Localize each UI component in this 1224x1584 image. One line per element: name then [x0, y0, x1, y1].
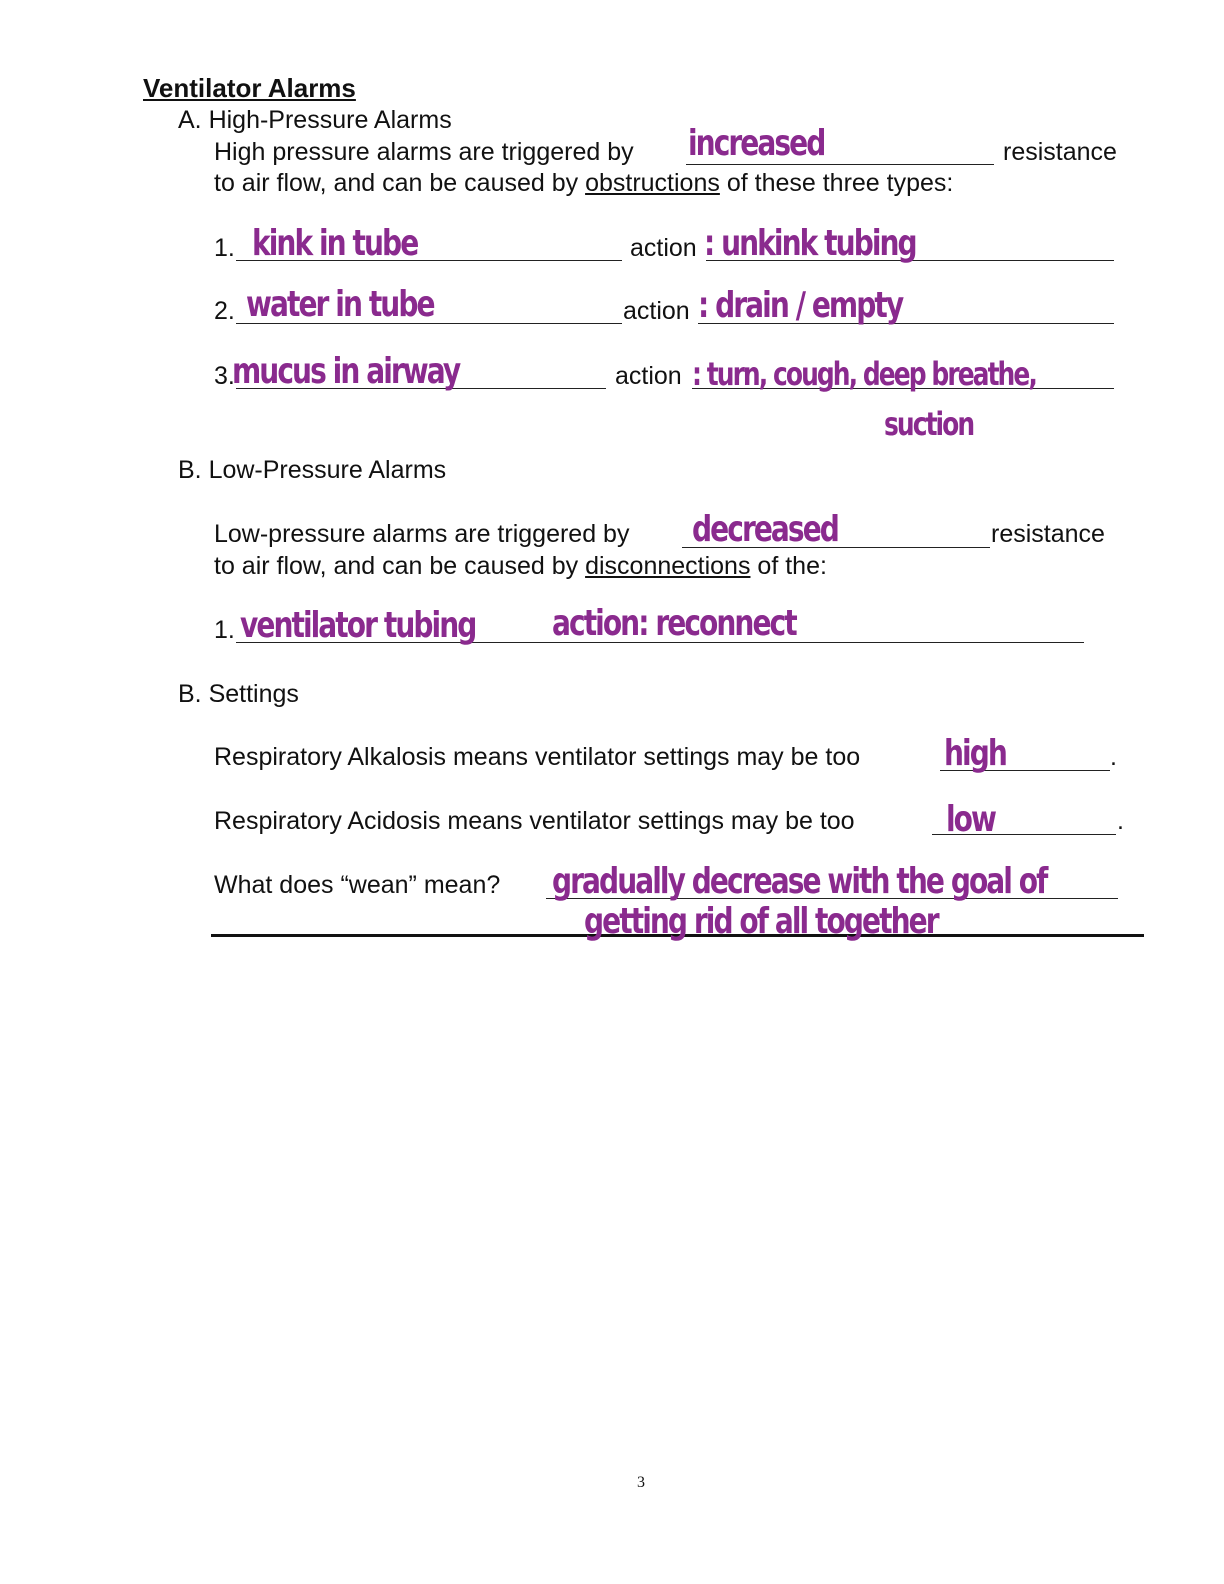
handwritten-action-reconnect: action: reconnect — [552, 603, 796, 644]
wean-question: What does “wean” mean? — [214, 871, 501, 899]
cause-text-pre: to air flow, and can be caused by — [214, 169, 579, 197]
cause-text-post: of the: — [757, 552, 827, 580]
handwritten-ventilator-tubing: ventilator tubing — [240, 605, 476, 646]
acidosis-question: Respiratory Acidosis means ventilator settings may be too — [214, 807, 855, 835]
handwritten-item-3-action-cont: suction — [884, 405, 974, 443]
cause-text-post: of these three types: — [726, 169, 954, 197]
section-a-heading: A. High-Pressure Alarms — [178, 106, 452, 134]
high-pressure-cause-line — [214, 168, 953, 198]
item-2-action-label: action — [623, 297, 690, 325]
high-pressure-sentence-end: resistance — [1003, 138, 1117, 166]
item-2-number: 2. — [214, 297, 235, 325]
handwritten-item-3-cause: mucus in airway — [232, 351, 460, 392]
alkalosis-question: Respiratory Alkalosis means ventilator settings may be too — [214, 743, 861, 771]
section-b-item-1-number: 1. — [214, 616, 235, 644]
handwritten-wean-answer-line-1: gradually decrease with the goal of — [552, 861, 1047, 902]
obstructions-underlined: obstructions — [585, 169, 720, 197]
handwritten-item-3-action: : turn, cough, deep breathe, — [692, 355, 1036, 393]
alkalosis-period: . — [1110, 743, 1117, 771]
low-pressure-cause-line — [214, 551, 827, 581]
handwritten-answer-high: high — [944, 733, 1006, 774]
item-1-number: 1. — [214, 234, 235, 262]
handwritten-item-1-cause: kink in tube — [252, 223, 418, 264]
section-b-heading: B. Low-Pressure Alarms — [178, 456, 447, 484]
low-pressure-sentence-start: Low-pressure alarms are triggered by — [214, 520, 630, 548]
page-number: 3 — [637, 1474, 645, 1491]
handwritten-wean-answer-line-2: getting rid of all together — [584, 901, 938, 942]
handwritten-answer-increased: increased — [688, 123, 825, 164]
answer-line-increased — [686, 164, 994, 165]
acidosis-period: . — [1117, 807, 1124, 835]
page-title: Ventilator Alarms — [143, 73, 356, 103]
handwritten-item-2-cause: water in tube — [246, 284, 434, 325]
low-pressure-sentence-end: resistance — [991, 520, 1105, 548]
handwritten-answer-low: low — [946, 799, 996, 840]
item-1-action-label: action — [630, 234, 697, 262]
handwritten-item-2-action: : drain / empty — [698, 285, 903, 326]
item-3-action-label: action — [615, 362, 682, 390]
cause-text-pre: to air flow, and can be caused by — [214, 552, 579, 580]
item-3-number: 3. — [214, 362, 235, 390]
settings-heading: B. Settings — [178, 680, 299, 708]
handwritten-item-1-action: : unkink tubing — [704, 223, 916, 264]
high-pressure-sentence-start: High pressure alarms are triggered by — [214, 138, 634, 166]
disconnections-underlined: disconnections — [585, 552, 751, 580]
handwritten-answer-decreased: decreased — [692, 509, 838, 550]
